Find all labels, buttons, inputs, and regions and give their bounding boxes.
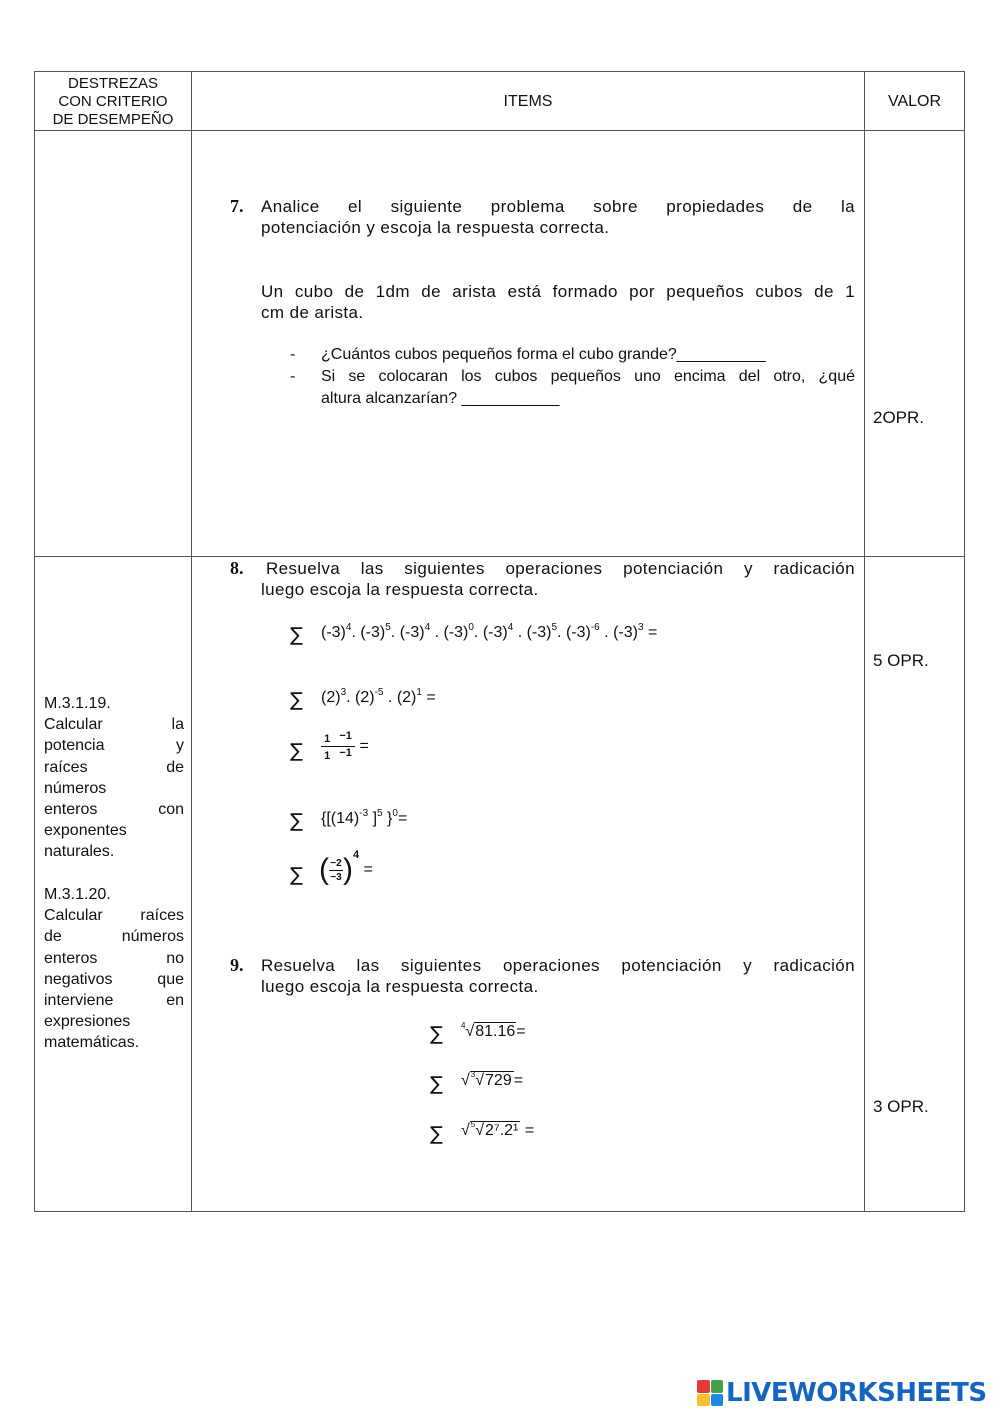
item8-expression-4: {[$(14)^{-3}$ ]$^5$ }$^0$= — [321, 808, 408, 827]
skill-m3120: M.3.1.20. Calcular raíces de números enteros no negativos que interviene en expresiones matemáticas. — [44, 886, 184, 1052]
item8-fraction: $\frac{1 -1}{1 -1}$ — [321, 731, 355, 762]
table-border-top — [34, 71, 965, 72]
item8-expression-1: $(-3)^4$. $(-3)^5$. $(-3)^4$ . $(-3)^0$. $(-3)^4$ . $(-3)^5$. $(-3)^{-6}$ . $(-3)^3$ = — [321, 622, 658, 641]
item7-question-2-line2: altura alcanzarían? ___________ — [321, 390, 560, 407]
item7-intro-line1: Analice el siguiente problema sobre propiedades de la — [261, 197, 855, 216]
item7-intro-line2: potenciación y escoja la respuesta correcta. — [261, 218, 610, 237]
item8-value: 5 OPR. — [873, 651, 929, 670]
item9-value: 3 OPR. — [873, 1097, 929, 1116]
item7-bullet-1: - — [290, 346, 296, 363]
item8-sigma-2: ∑ — [290, 689, 303, 711]
header-skills: DESTREZAS CON CRITERIO DE DESEMPEÑO — [52, 75, 174, 128]
table-border-row1 — [34, 556, 965, 557]
item9-sigma-3: ∑ — [430, 1123, 443, 1145]
item7-value: 2OPR. — [873, 408, 925, 427]
item8-expression-5: ( $\frac{-2}{-3}$ )$^4$ = — [319, 849, 373, 886]
item7-question-2-line1: Si se colocaran los cubos pequeños uno encima del otro, ¿qué — [321, 368, 855, 385]
table-border-header — [34, 130, 965, 131]
table-border-right — [964, 71, 965, 1212]
item9-number: 9. — [230, 955, 244, 975]
item8-sigma-3: ∑ — [290, 740, 303, 762]
item9-root-3: √$^5$√2⁷.2¹ = — [461, 1120, 535, 1139]
table-divider-1 — [191, 71, 192, 1212]
liveworksheets-logo — [697, 1378, 987, 1408]
item8-expression-2: $(2)^3$. $(2)^{-5}$ . $(2)^1$ = — [321, 687, 436, 706]
item9-sigma-1: ∑ — [430, 1023, 443, 1045]
table-border-bottom — [34, 1211, 965, 1212]
item7-problem-line2: cm de arista. — [261, 303, 364, 322]
item8-intro-line1: Resuelva las siguientes operaciones potenciación y radicación — [266, 559, 855, 578]
item8-expression-3: $\frac{1 -1}{1 -1}$ = — [321, 731, 369, 762]
logo-icon — [697, 1380, 723, 1406]
item8-sigma-4: ∑ — [290, 810, 303, 832]
item9-intro-line1: Resuelva las siguientes operaciones potenciación y radicación — [261, 956, 855, 975]
item8-sigma-5: ∑ — [290, 864, 303, 886]
skill-m3119: M.3.1.19. Calcular la potencia y raíces de números enteros con exponentes naturales. — [44, 695, 184, 861]
header-value: VALOR — [887, 93, 942, 110]
item9-intro-line2: luego escoja la respuesta correcta. — [261, 977, 539, 996]
item9-root-1: $^4$√81.16= — [461, 1021, 526, 1040]
item8-number: 8. — [230, 558, 244, 578]
header-items: ITEMS — [503, 93, 553, 110]
table-border-left — [34, 71, 35, 1212]
item8-intro-line2: luego escoja la respuesta correcta. — [261, 580, 539, 599]
item7-number: 7. — [230, 196, 244, 216]
table-divider-2 — [864, 71, 865, 1212]
logo-text: LIVEWORKSHEETS — [726, 1378, 987, 1408]
item7-bullet-2: - — [290, 368, 296, 385]
item7-question-1: ¿Cuántos cubos pequeños forma el cubo grande?__________ — [321, 346, 766, 363]
item7-problem-line1: Un cubo de 1dm de arista está formado por pequeños cubos de 1 — [261, 282, 855, 301]
item8-sigma-1: ∑ — [290, 624, 303, 646]
item9-root-2: √$^3$√729 = — [461, 1070, 524, 1089]
item9-sigma-2: ∑ — [430, 1073, 443, 1095]
